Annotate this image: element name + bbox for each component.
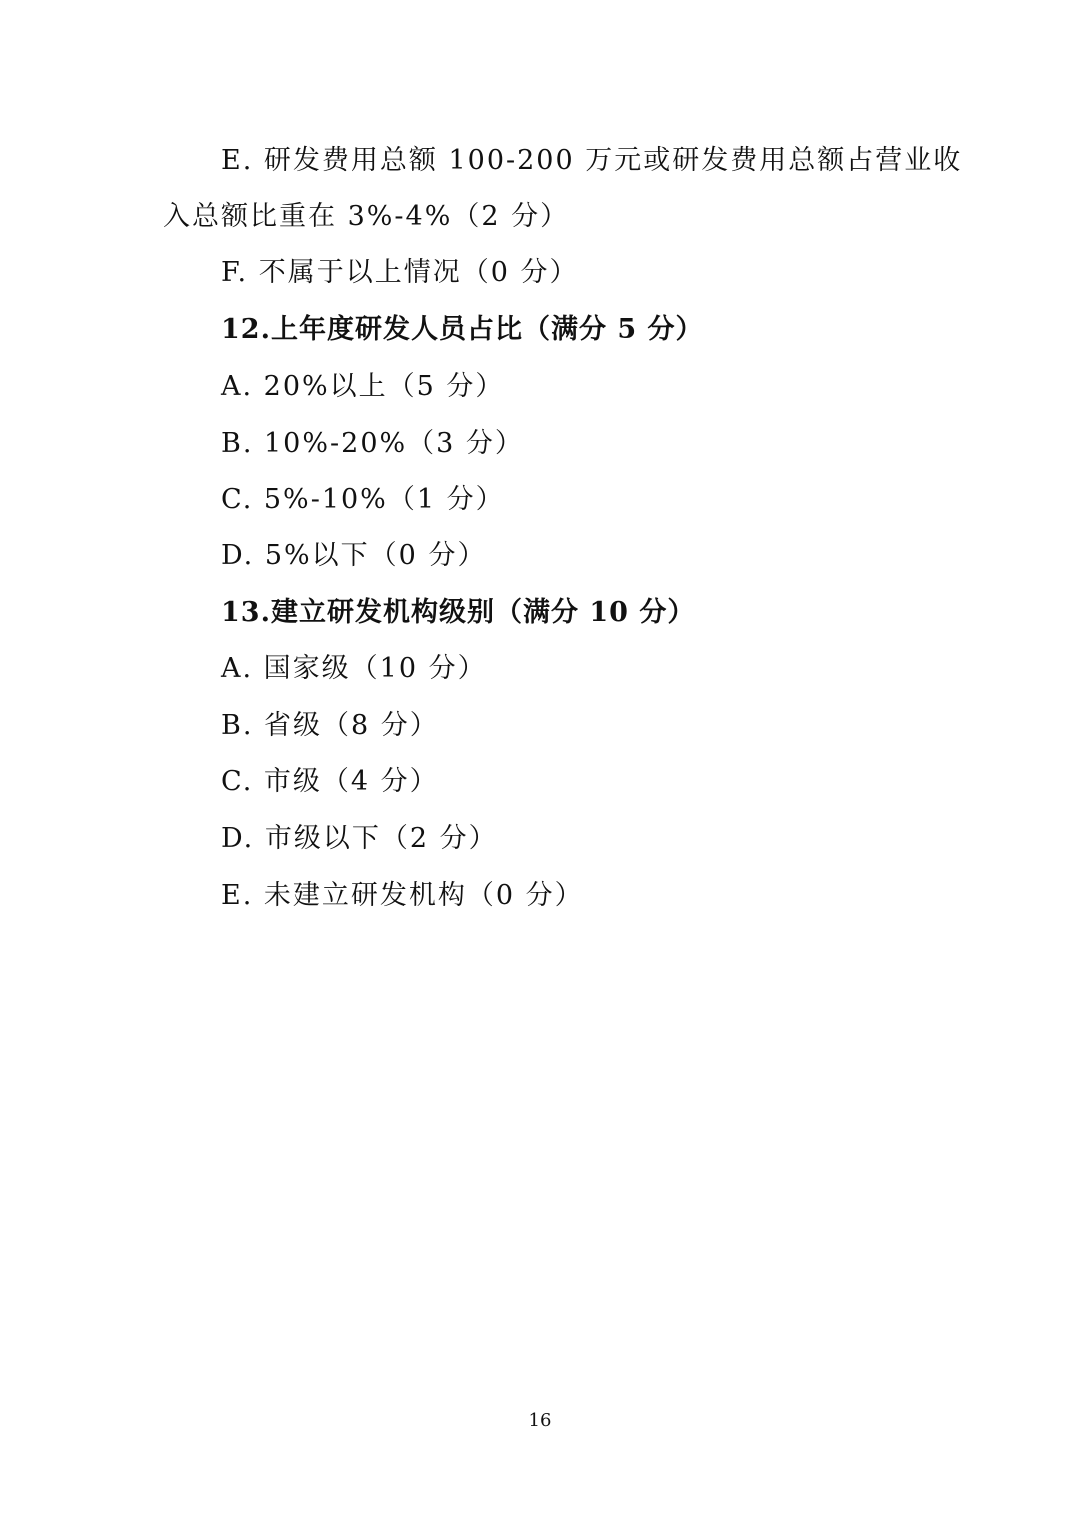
q12-option-b: B. 10%-20%（3 分） [221,428,524,459]
q11-option-e-line1: E. 研发费用总额 100-200 万元或研发费用总额占营业收 [221,145,963,176]
page-number: 16 [528,1410,552,1431]
q12-option-d: D. 5%以下（0 分） [221,540,487,571]
q13-option-e: E. 未建立研发机构（0 分） [221,880,584,911]
q12-heading: 12.上年度研发人员占比（满分 5 分） [221,314,704,345]
q11-option-e-line2: 入总额比重在 3%-4%（2 分） [163,201,570,232]
q11-option-f: F. 不属于以上情况（0 分） [221,257,579,288]
q13-option-d: D. 市级以下（2 分） [221,823,498,854]
q13-heading: 13.建立研发机构级别（满分 10 分） [221,597,696,628]
q13-option-a: A. 国家级（10 分） [221,653,487,684]
q12-option-a: A. 20%以上（5 分） [221,371,505,402]
q13-option-b: B. 省级（8 分） [221,710,439,741]
q13-option-c: C. 市级（4 分） [221,766,439,797]
q12-option-c: C. 5%-10%（1 分） [221,484,505,515]
